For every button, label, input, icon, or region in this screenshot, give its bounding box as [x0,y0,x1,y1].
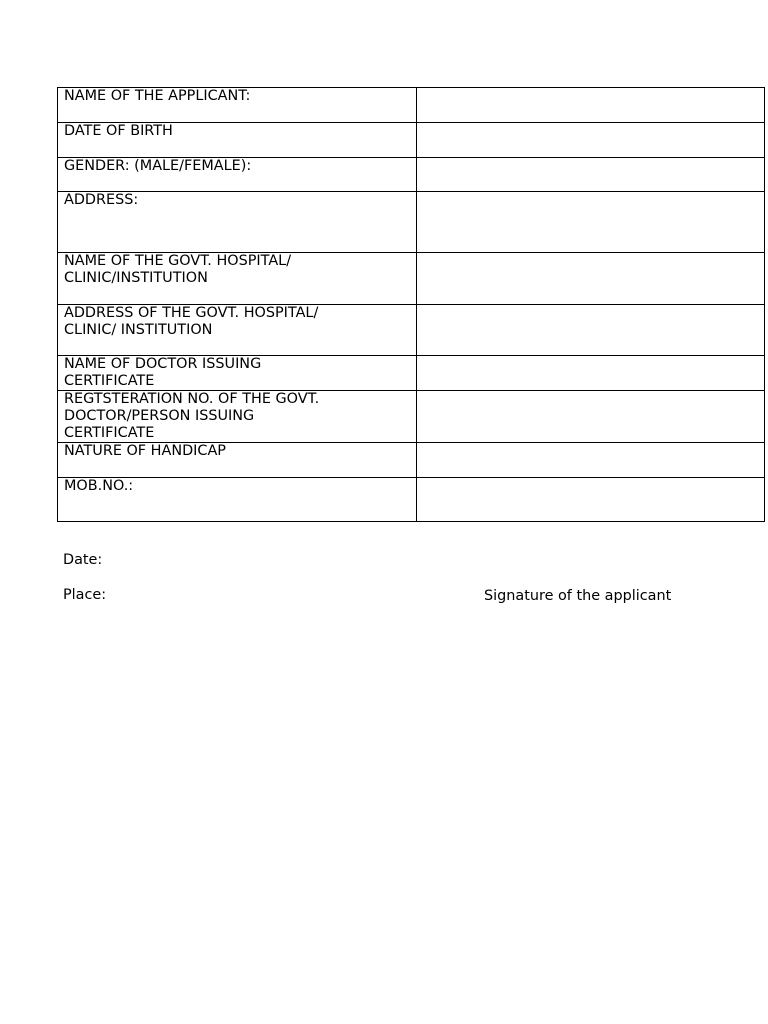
applicant-details-table [57,87,765,522]
table-row [58,478,765,522]
field-label-cell [58,305,417,356]
field-label-address: ADDRESS: [64,192,139,208]
field-label-cell [58,253,417,305]
field-label-applicant-name: NAME OF THE APPLICANT: [64,88,251,104]
field-value-hospital-name[interactable] [417,253,765,305]
table-row [58,443,765,478]
place-label: Place: [63,587,107,603]
field-label-cell [58,478,417,522]
table-row [58,123,765,158]
field-value-applicant-name[interactable] [417,88,765,123]
date-label: Date: [63,552,103,568]
field-label-mobile-no: MOB.NO.: [64,478,134,494]
field-label-hospital-name: NAME OF THE GOVT. HOSPITAL/ CLINIC/INSTITUTION [64,253,292,286]
field-value-nature-of-handicap[interactable] [417,443,765,478]
signature-label: Signature of the applicant [484,588,672,604]
field-label-cell [58,356,417,391]
field-label-cell [58,88,417,123]
field-value-date-of-birth[interactable] [417,123,765,158]
field-value-gender[interactable] [417,158,765,192]
table-row [58,88,765,123]
field-label-registration-no: REGTSTERATION NO. OF THE GOVT. DOCTOR/PERSON ISSUING CERTIFICATE [64,391,320,441]
table-row [58,158,765,192]
table-row [58,192,765,253]
field-label-cell [58,443,417,478]
field-label-cell [58,123,417,158]
field-value-address[interactable] [417,192,765,253]
field-value-mobile-no[interactable] [417,478,765,522]
field-value-doctor-name[interactable] [417,356,765,391]
table-row [58,253,765,305]
field-label-cell [58,391,417,443]
field-label-nature-of-handicap: NATURE OF HANDICAP [64,443,226,459]
field-value-hospital-address[interactable] [417,305,765,356]
field-label-cell [58,158,417,192]
field-label-hospital-address: ADDRESS OF THE GOVT. HOSPITAL/ CLINIC/ INSTITUTION [64,305,319,338]
field-label-cell [58,192,417,253]
table-row [58,305,765,356]
table-row [58,391,765,443]
field-label-doctor-name: NAME OF DOCTOR ISSUING CERTIFICATE [64,356,262,389]
table-row [58,356,765,391]
field-label-date-of-birth: DATE OF BIRTH [64,123,173,139]
field-label-gender: GENDER: (MALE/FEMALE): [64,158,252,174]
field-value-registration-no[interactable] [417,391,765,443]
